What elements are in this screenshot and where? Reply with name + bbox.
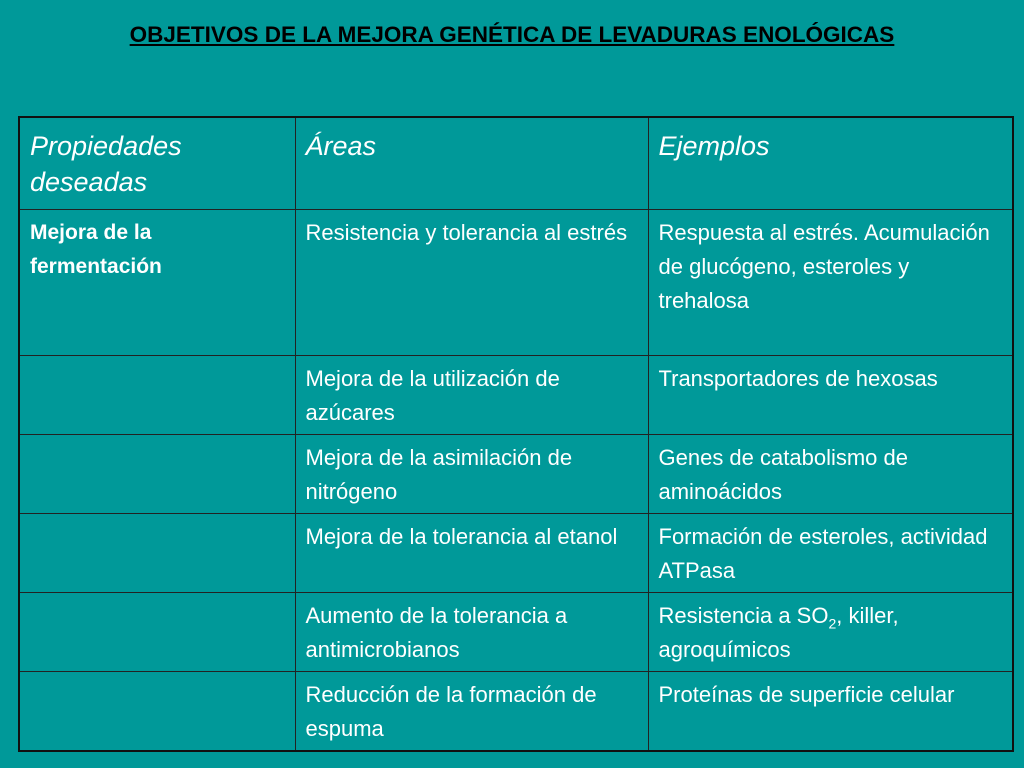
area-cell: Mejora de la asimilación de nitrógeno	[295, 434, 648, 513]
area-cell: Mejora de la tolerancia al etanol	[295, 513, 648, 592]
header-propiedades: Propiedades deseadas	[19, 117, 295, 209]
table-row	[19, 209, 1013, 355]
example-cell: Formación de esteroles, actividad ATPasa	[648, 513, 1013, 592]
table-row	[19, 355, 1013, 434]
header-ejemplos: Ejemplos	[648, 117, 1013, 209]
example-cell: Proteínas de superficie celular	[648, 671, 1013, 751]
property-cell	[19, 671, 295, 751]
property-cell	[19, 513, 295, 592]
example-cell: Respuesta al estrés. Acumulación de glucógeno, esteroles y trehalosa	[648, 209, 1013, 355]
area-cell: Mejora de la utilización de azúcares	[295, 355, 648, 434]
property-cell	[19, 592, 295, 671]
table-row	[19, 434, 1013, 513]
table-row	[19, 671, 1013, 751]
slide-title: OBJETIVOS DE LA MEJORA GENÉTICA DE LEVADURAS ENOLÓGICAS	[129, 22, 895, 47]
header-areas: Áreas	[295, 117, 648, 209]
objectives-table	[18, 116, 1014, 752]
table-header-row	[19, 117, 1013, 209]
table-row	[19, 592, 1013, 671]
area-cell: Reducción de la formación de espuma	[295, 671, 648, 751]
property-cell	[19, 355, 295, 434]
property-cell	[19, 434, 295, 513]
example-cell	[648, 592, 1013, 671]
table-row	[19, 513, 1013, 592]
area-cell: Aumento de la tolerancia a antimicrobianos	[295, 592, 648, 671]
example-subscript: 2	[828, 614, 837, 631]
area-cell: Resistencia y tolerancia al estrés	[295, 209, 648, 355]
example-cell: Genes de catabolismo de aminoácidos	[648, 434, 1013, 513]
example-text-before: Resistencia a SO	[658, 602, 829, 628]
example-text-after: , killer, agroquímicos	[658, 602, 899, 662]
property-cell: Mejora de la fermentación	[19, 209, 295, 355]
example-cell: Transportadores de hexosas	[648, 355, 1013, 434]
